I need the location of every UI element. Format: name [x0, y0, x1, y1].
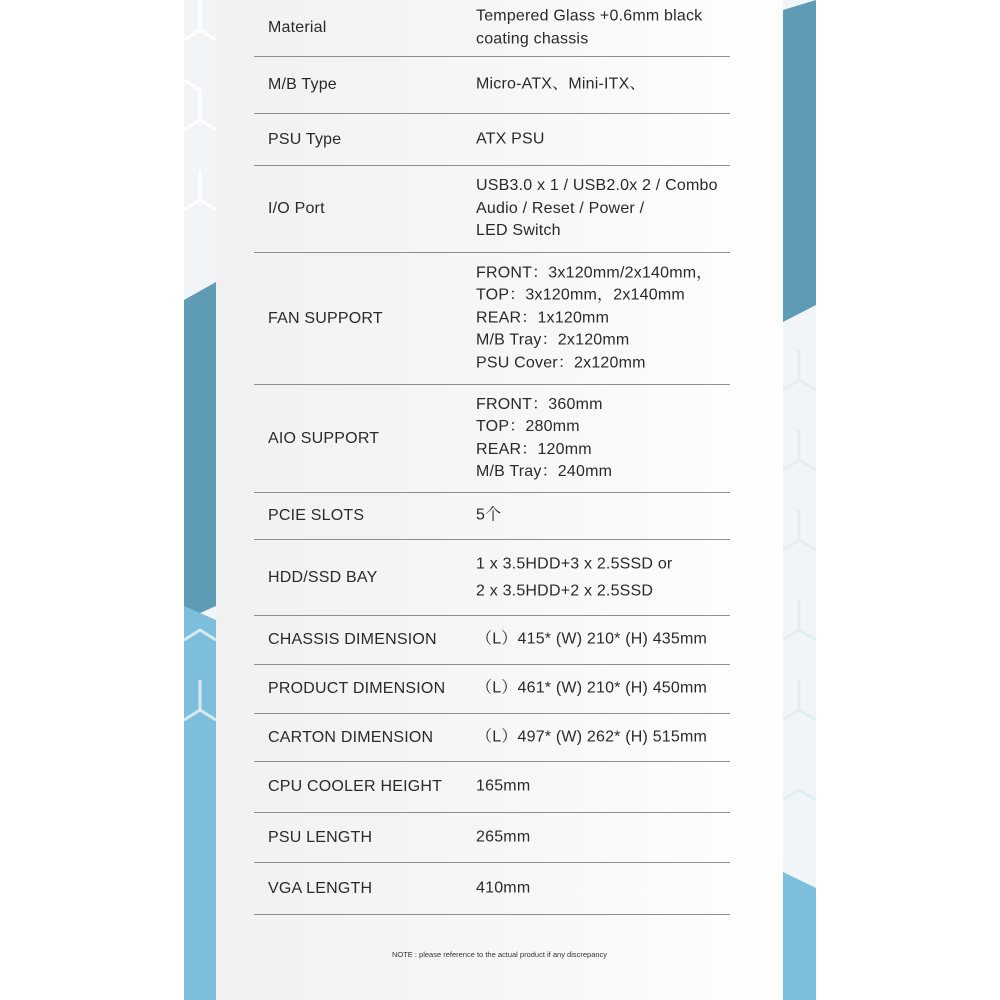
- spec-value: ATX PSU: [476, 130, 545, 148]
- spec-value: 265mm: [476, 828, 531, 846]
- spec-value: 165mm: [476, 777, 531, 795]
- spec-label: I/O Port: [268, 200, 325, 217]
- spec-row-material: [254, 0, 730, 57]
- spec-row-psu-type: [254, 114, 730, 166]
- spec-value: 1 x 3.5HDD+3 x 2.5SSD or 2 x 3.5HDD+2 x 2.5SSD: [476, 555, 673, 600]
- spec-row-io-port: [254, 166, 730, 253]
- spec-label: M/B Type: [268, 76, 337, 93]
- spec-label: Material: [268, 19, 327, 36]
- disclaimer-note: NOTE : please reference to the actual product if any discrepancy: [391, 950, 608, 959]
- spec-value: （L）497* (W) 262* (H) 515mm: [476, 728, 708, 746]
- spec-row-psu-length: [254, 813, 730, 863]
- spec-label: AIO SUPPORT: [268, 429, 380, 447]
- spec-label: PCIE SLOTS: [268, 507, 365, 524]
- spec-value: 5个: [476, 506, 502, 524]
- spec-label: CARTON DIMENSION: [268, 728, 434, 746]
- spec-value: 410mm: [476, 879, 531, 897]
- spec-label: CHASSIS DIMENSION: [268, 631, 437, 648]
- spec-label: PSU LENGTH: [268, 828, 373, 846]
- spec-label: PSU Type: [268, 130, 342, 148]
- spec-row-vga-length: [254, 863, 730, 915]
- right-light-stripe: [783, 872, 816, 1000]
- spec-label: CPU COOLER HEIGHT: [268, 778, 443, 795]
- spec-value: FRONT：360mm TOP：280mm REAR：120mm M/B Tray：240mm: [476, 395, 613, 481]
- spec-row-pcie-slots: [254, 493, 730, 540]
- right-decorative-strip: [783, 0, 816, 1000]
- spec-row-fan-support: [254, 253, 730, 385]
- spec-row-product-dimension: [254, 665, 730, 714]
- spec-value: Micro-ATX、Mini-ITX、: [476, 75, 646, 93]
- left-light-stripe: [184, 606, 216, 1000]
- spec-row-carton-dimension: [254, 714, 730, 762]
- spec-value: Tempered Glass +0.6mm black coating chassis: [476, 7, 703, 47]
- spec-row-aio-support: [254, 385, 730, 493]
- left-hexagon-pattern: [184, 0, 216, 1000]
- spec-value: USB3.0 x 1 / USB2.0x 2 / Combo Audio / Reset / Power / LED Switch: [476, 177, 718, 240]
- spec-label: HDD/SSD BAY: [268, 568, 378, 586]
- right-hexagon-pattern: [783, 0, 816, 1000]
- spec-label: VGA LENGTH: [268, 879, 373, 897]
- spec-value: FRONT：3x120mm/2x140mm， TOP：3x120mm，2x140mm REAR：1x120mm M/B Tray：2x120mm PSU Cover：2x120mm: [476, 264, 713, 372]
- left-dark-stripe: [184, 282, 216, 620]
- spec-label: FAN SUPPORT: [268, 309, 383, 327]
- spec-row-chassis-dimension: [254, 616, 730, 665]
- left-decorative-strip: [184, 0, 216, 1000]
- spec-value: （L）461* (W) 210* (H) 450mm: [476, 679, 708, 697]
- spec-value: （L）415* (W) 210* (H) 435mm: [476, 630, 708, 648]
- right-dark-stripe: [783, 0, 816, 322]
- spec-row-mb-type: [254, 57, 730, 114]
- spec-row-cpu-cooler-height: [254, 762, 730, 813]
- spec-row-hdd-ssd-bay: [254, 540, 730, 616]
- spec-label: PRODUCT DIMENSION: [268, 680, 446, 697]
